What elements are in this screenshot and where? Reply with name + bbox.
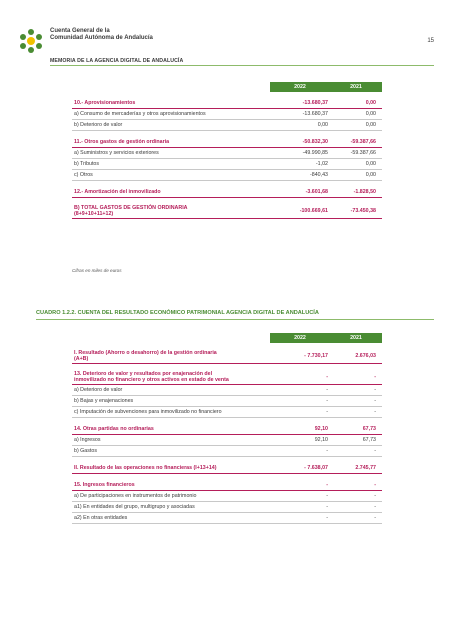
value-2022: -13.680,37 [270, 98, 334, 109]
value-2022: - 7.638,07 [270, 463, 334, 474]
row-label: 12.- Amortización del inmovilizado [72, 187, 270, 198]
row-label: II. Resultado de las operaciones no financieras (I+13+14) [72, 463, 270, 474]
value-2021: 67,73 [334, 435, 382, 446]
page-number: 15 [427, 38, 434, 44]
table-row [72, 204, 382, 219]
table-row [72, 120, 382, 131]
value-2021: - [334, 407, 382, 418]
row-label: a) Deterioro de valor [72, 385, 270, 396]
value-2022: - [270, 491, 334, 502]
table-row [72, 187, 382, 198]
row-label [72, 370, 270, 385]
value-2021: 0,00 [334, 98, 382, 109]
row-label: b) Gastos [72, 446, 270, 457]
value-2021: -59.387,66 [334, 148, 382, 159]
row-label: 14. Otras partidas no ordinarias [72, 424, 270, 435]
row-label [72, 349, 270, 364]
row-label: 15. Ingresos financieros [72, 480, 270, 491]
table-row [72, 480, 382, 491]
value-2021: 2.745,77 [334, 463, 382, 474]
org-line-2: Comunidad Autónoma de Andalucía [50, 35, 153, 41]
value-2022: -840,43 [270, 170, 334, 181]
organization-name [50, 28, 153, 42]
table-row [72, 385, 382, 396]
value-2022: 92,10 [270, 435, 334, 446]
value-2021: - [334, 396, 382, 407]
value-2022: - 7.730,17 [270, 349, 334, 364]
results-table [72, 333, 382, 524]
row-label: a1) En entidades del grupo, multigrupo y asociadas [72, 502, 270, 513]
org-line-1: Cuenta General de la [50, 28, 110, 34]
row-label-line-1: B) TOTAL GASTOS DE GESTIÓN ORDINARIA [74, 205, 188, 211]
table-row [72, 396, 382, 407]
value-2022: -1,02 [270, 159, 334, 170]
value-2022: - [270, 370, 334, 385]
row-label: 11.- Otros gastos de gestión ordinaria [72, 137, 270, 148]
value-2021: - [334, 513, 382, 524]
value-2021: 2.676,03 [334, 349, 382, 364]
year-header-row [72, 333, 382, 343]
document-title: MEMORIA DE LA AGENCIA DIGITAL DE ANDALUCÍA [50, 58, 184, 64]
value-2021: 0,00 [334, 109, 382, 120]
table-row [72, 502, 382, 513]
row-label: a) De participaciones en instrumentos de patrimonio [72, 491, 270, 502]
table-row [72, 491, 382, 502]
value-2022: - [270, 480, 334, 491]
value-2021: 67,73 [334, 424, 382, 435]
row-label: a) Consumo de mercaderías y otros aprovisionamientos [72, 109, 270, 120]
value-2021: - [334, 370, 382, 385]
value-2021: - [334, 480, 382, 491]
year-header: 2022 [270, 82, 334, 92]
row-label: a) Suministros y servicios exteriores [72, 148, 270, 159]
header-spacer [72, 82, 270, 92]
row-label [72, 204, 270, 219]
table-row [72, 407, 382, 418]
year-header: 2021 [334, 333, 382, 343]
value-2022: -49.990,85 [270, 148, 334, 159]
table-row [72, 435, 382, 446]
value-2021: -1.828,50 [334, 187, 382, 198]
table-row [72, 137, 382, 148]
page-header [18, 28, 434, 64]
row-label-line-1: 13. Deterioro de valor y resultados por enajenación del [74, 371, 213, 377]
value-2021: -59.387,66 [334, 137, 382, 148]
value-2021: 0,00 [334, 120, 382, 131]
table-row [72, 148, 382, 159]
year-header: 2022 [270, 333, 334, 343]
value-2021: - [334, 502, 382, 513]
value-2022: - [270, 513, 334, 524]
row-label: b) Deterioro de valor [72, 120, 270, 131]
row-label: c) Otros [72, 170, 270, 181]
table-row [72, 98, 382, 109]
table-row [72, 513, 382, 524]
value-2021: - [334, 491, 382, 502]
expenses-table [72, 82, 382, 219]
row-label: c) Imputación de subvenciones para inmovilizado no financiero [72, 407, 270, 418]
header-divider [50, 65, 434, 66]
year-header-row [72, 82, 382, 92]
value-2021: - [334, 446, 382, 457]
value-2022: -100.669,61 [270, 204, 334, 219]
row-label-line-2: inmovilizado no financiero y otros activos en estado de venta [74, 377, 229, 383]
value-2021: 0,00 [334, 159, 382, 170]
junta-andalucia-logo-icon [18, 28, 44, 54]
row-label: b) Tributos [72, 159, 270, 170]
row-label: 10.- Aprovisionamientos [72, 98, 270, 109]
cuadro-title: CUADRO 1.2.2. CUENTA DEL RESULTADO ECONÓMICO PATRIMONIAL AGENCIA DIGITAL DE ANDALUCÍA [36, 310, 319, 316]
row-label-line-2: (A+B) [74, 356, 89, 362]
header-spacer [72, 333, 270, 343]
table-row [72, 370, 382, 385]
year-header: 2021 [334, 82, 382, 92]
table-row [72, 159, 382, 170]
value-2022: - [270, 385, 334, 396]
value-2022: - [270, 502, 334, 513]
row-label: b) Bajas y enajenaciones [72, 396, 270, 407]
value-2022: -50.832,30 [270, 137, 334, 148]
value-2022: 92,10 [270, 424, 334, 435]
table-row [72, 170, 382, 181]
value-2021: - [334, 385, 382, 396]
table-row [72, 446, 382, 457]
value-2022: -13.680,37 [270, 109, 334, 120]
value-2021: 0,00 [334, 170, 382, 181]
value-2021: -73.450,38 [334, 204, 382, 219]
value-2022: - [270, 396, 334, 407]
row-label: a2) En otras entidades [72, 513, 270, 524]
table-row [72, 109, 382, 120]
value-2022: 0,00 [270, 120, 334, 131]
table-row [72, 349, 382, 364]
row-label-line-1: I. Resultado (Ahorro o desahorro) de la gestión ordinaria [74, 350, 217, 356]
units-note: Cifras en miles de euros [72, 268, 122, 273]
value-2022: - [270, 407, 334, 418]
cuadro-divider [36, 319, 434, 320]
table-row [72, 424, 382, 435]
row-label-line-2: (8+9+10+11+12) [74, 211, 114, 217]
value-2022: -3.601,68 [270, 187, 334, 198]
table-row [72, 463, 382, 474]
row-label: a) Ingresos [72, 435, 270, 446]
value-2022: - [270, 446, 334, 457]
